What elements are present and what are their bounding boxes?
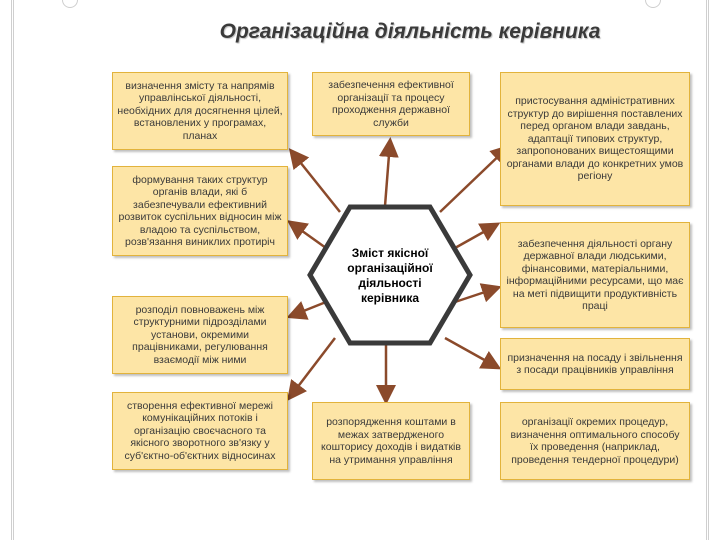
arrow-top-left bbox=[292, 152, 340, 212]
arrow-left-upper bbox=[291, 223, 326, 248]
arrow-top-center bbox=[385, 142, 390, 206]
box-left-1 bbox=[112, 72, 288, 150]
diagram-title: Організаційна діяльність керівника bbox=[219, 20, 601, 43]
box-left-4 bbox=[112, 392, 288, 470]
box-left-4-text: створення ефективної мережі комунікаційних потоків і організацію своєчасного та якісного зворотного зв'язку у суб'єктно-об'єктних відносинах bbox=[124, 399, 276, 462]
box-right-4 bbox=[500, 402, 690, 480]
box-right-1-text: пристосування адміністративних структур до вирішення поставлених перед органом влади завдань, адаптації типових структур, запропонованих вищестоящими органами влади до конкретних умов регіону bbox=[506, 95, 684, 183]
box-left-3-text: розподіл повноважень між структурними підрозділами установи, окремими працівниками, регулювання взаємодії між ними bbox=[132, 303, 268, 366]
arrow-left-lower bbox=[291, 302, 326, 316]
box-left-2-text: формування таких структур органів влади, які б забезпечували ефективний розвиток суспільних відносин між владою та суспільством, розв'язання виниклих протиріч bbox=[118, 173, 282, 248]
box-right-1 bbox=[500, 72, 690, 206]
box-right-3-text: призначення на посаду і звільнення з посади працівників управління bbox=[507, 351, 683, 376]
box-right-2-text: забезпечення діяльності органу державної влади людськими, фінансовими, матеріальними, інформаційними ресурсами, що має на меті підвищити продуктивність праці bbox=[506, 237, 684, 312]
box-bottom-center bbox=[312, 402, 470, 480]
box-right-2 bbox=[500, 222, 690, 328]
arrow-bottom-left bbox=[290, 338, 335, 397]
box-right-4-text: організації окремих процедур, визначення оптимального способу їх проведення (наприклад, проведення тендерної процедури) bbox=[510, 416, 680, 466]
box-top-center bbox=[312, 72, 470, 136]
box-left-1-text: визначення змісту та напрямів управлінської діяльності, необхідних для досягнення цілей, встановлених у програмах, планах bbox=[117, 79, 283, 142]
center-label: Зміст якісної організаційної діяльності керівника bbox=[347, 246, 433, 305]
box-top-center-text: забезпечення ефективної організації та процесу проходження державної служби bbox=[328, 79, 454, 129]
arrow-bottom-right bbox=[445, 338, 497, 367]
box-bottom-center-text: розпорядження коштами в межах затвердженого кошторису доходів і видатків на утримання управління bbox=[321, 416, 461, 466]
arrow-right-upper bbox=[455, 225, 496, 248]
box-left-2 bbox=[112, 166, 288, 256]
box-right-3 bbox=[500, 338, 690, 390]
arrow-top-right bbox=[440, 148, 507, 212]
box-left-3 bbox=[112, 296, 288, 374]
